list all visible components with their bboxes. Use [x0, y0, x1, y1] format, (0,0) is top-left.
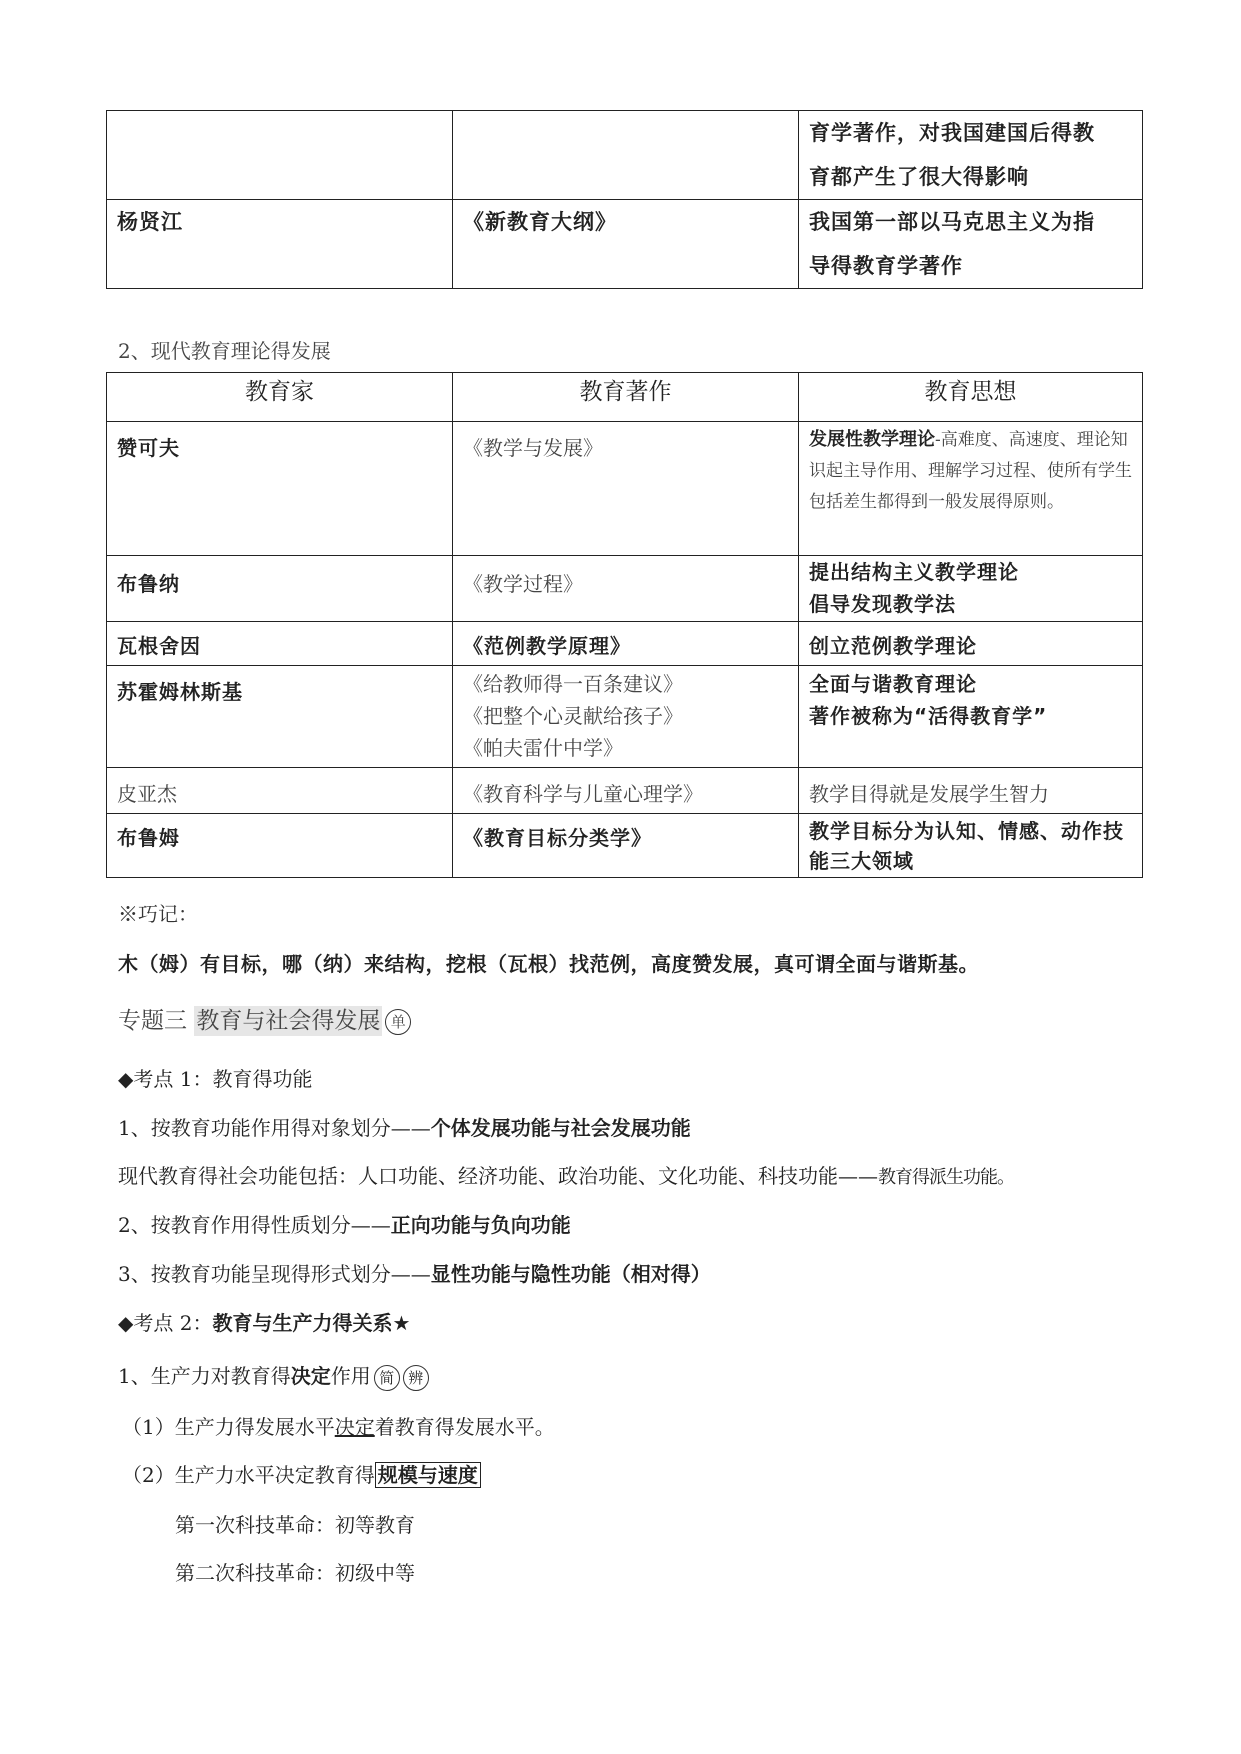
work-line: 《帕夫雷什中学》 — [463, 736, 623, 760]
cell-idea — [799, 814, 1143, 878]
item-underline: 决定 — [334, 1415, 375, 1439]
key-point-2 — [118, 1307, 410, 1336]
single-choice-badge-icon: 单 — [385, 1009, 411, 1035]
item-tail: 教育得派生功能。 — [878, 1167, 1014, 1188]
item-bold: 决定 — [290, 1364, 331, 1388]
idea-line: 提出结构主义教学理论 — [809, 560, 1019, 584]
work-line: 《把整个心灵献给孩子》 — [463, 704, 683, 728]
cell-work: 《范例教学原理》 — [453, 622, 799, 666]
revolution-2: 第二次科技革命：初级中等 — [175, 1561, 415, 1585]
idea-line: 倡导发现教学法 — [809, 592, 956, 616]
idea-line: 全面与谐教育理论 — [809, 672, 977, 696]
educators-table — [106, 372, 1143, 878]
table-row — [107, 111, 1143, 200]
cell-idea — [799, 200, 1143, 289]
item-bold: 教育与生产力得关系★ — [212, 1311, 411, 1335]
item-text: 着教育得发展水平。 — [374, 1415, 555, 1439]
work-line: 《给教师得一百条建议》 — [463, 672, 683, 696]
cell-educator: 布鲁姆 — [107, 814, 453, 878]
table-row — [107, 422, 1143, 556]
cell-educator: 苏霍姆林斯基 — [107, 666, 453, 768]
table-row — [107, 622, 1143, 666]
header-work: 教育著作 — [453, 373, 799, 422]
cell-work: 《新教育大纲》 — [453, 200, 799, 289]
section-heading: 2、现代教育理论得发展 — [118, 339, 331, 363]
cell-idea — [799, 422, 1143, 556]
idea-line: 著作被称为“活得教育学” — [809, 704, 1048, 728]
topic-title: 教育与社会得发展 — [196, 1008, 381, 1034]
cell-idea — [799, 666, 1143, 768]
cell-idea: 教学目得就是发展学生智力 — [799, 768, 1143, 814]
point-1 — [118, 1360, 429, 1391]
cell-work: 《教育科学与儿童心理学》 — [453, 768, 799, 814]
analysis-badge-icon: 辨 — [403, 1365, 429, 1391]
modern-functions — [118, 1160, 1014, 1189]
item-text: 作用 — [330, 1364, 371, 1388]
cell-work — [453, 666, 799, 768]
item-text: （1）生产力得发展水平 — [122, 1415, 335, 1439]
idea-line: 育都产生了很大得影响 — [809, 165, 1029, 189]
table-row — [107, 814, 1143, 878]
table-continuation — [106, 110, 1143, 289]
item-2 — [118, 1209, 571, 1238]
cell-work — [453, 111, 799, 200]
table-header-row — [107, 373, 1143, 422]
table-row — [107, 200, 1143, 289]
sub-point-1 — [122, 1411, 555, 1440]
header-idea: 教育思想 — [799, 373, 1143, 422]
item-text: 2、按教育作用得性质划分—— — [118, 1213, 391, 1237]
item-boxed: 规模与速度 — [375, 1462, 481, 1488]
cell-idea — [799, 556, 1143, 622]
key-point-1: ◆考点 1：教育得功能 — [118, 1067, 313, 1091]
item-text: ◆考点 2： — [118, 1311, 213, 1335]
cell-educator: 杨贤江 — [107, 200, 453, 289]
table-row — [107, 666, 1143, 768]
idea-bold: 发展性教学理论 — [809, 429, 935, 450]
cell-work: 《教学与发展》 — [453, 422, 799, 556]
topic-heading — [118, 1002, 411, 1035]
cell-educator: 布鲁纳 — [107, 556, 453, 622]
item-text: （2）生产力水平决定教育得 — [122, 1463, 375, 1487]
cell-educator: 瓦根舍因 — [107, 622, 453, 666]
table-row — [107, 556, 1143, 622]
item-bold: 显性功能与隐性功能（相对得） — [430, 1262, 711, 1286]
item-text: 现代教育得社会功能包括：人口功能、经济功能、政治功能、文化功能、科技功能—— — [118, 1164, 878, 1188]
item-text: 3、按教育功能呈现得形式划分—— — [118, 1262, 431, 1286]
idea-text: -高难度、高速度、理论知识起主导作用、理解学习过程、使所有学生包括差生都得到一般发展得原则。 — [809, 430, 1132, 512]
cell-educator: 赞可夫 — [107, 422, 453, 556]
idea-line: 育学著作，对我国建国后得教 — [809, 121, 1095, 145]
idea-line: 能三大领域 — [809, 849, 914, 873]
header-educator: 教育家 — [107, 373, 453, 422]
cell-work: 《教育目标分类学》 — [453, 814, 799, 878]
cell-work: 《教学过程》 — [453, 556, 799, 622]
cell-educator: 皮亚杰 — [107, 768, 453, 814]
topic-prefix: 专题三 — [118, 1008, 195, 1034]
item-bold: 正向功能与负向功能 — [390, 1213, 571, 1237]
short-answer-badge-icon: 简 — [374, 1365, 400, 1391]
item-bold: 个体发展功能与社会发展功能 — [430, 1116, 691, 1140]
cell-idea — [799, 111, 1143, 200]
idea-line: 我国第一部以马克思主义为指 — [809, 210, 1095, 234]
item-text: 1、生产力对教育得 — [118, 1364, 291, 1388]
idea-line: 导得教育学著作 — [809, 254, 963, 278]
mnemonic-label: ※巧记： — [118, 902, 198, 926]
cell-idea: 创立范例教学理论 — [799, 622, 1143, 666]
sub-point-2 — [122, 1459, 481, 1488]
item-text: 1、按教育功能作用得对象划分—— — [118, 1116, 431, 1140]
mnemonic-text: 木（姆）有目标，哪（纳）来结构，挖根（瓦根）找范例，高度赞发展，真可谓全面与谐斯基。 — [118, 952, 979, 976]
item-1 — [118, 1112, 691, 1141]
item-3 — [118, 1258, 711, 1287]
table-row — [107, 768, 1143, 814]
revolution-1: 第一次科技革命：初等教育 — [175, 1513, 415, 1537]
idea-line: 教学目标分为认知、情感、动作技 — [809, 819, 1124, 843]
cell-educator — [107, 111, 453, 200]
